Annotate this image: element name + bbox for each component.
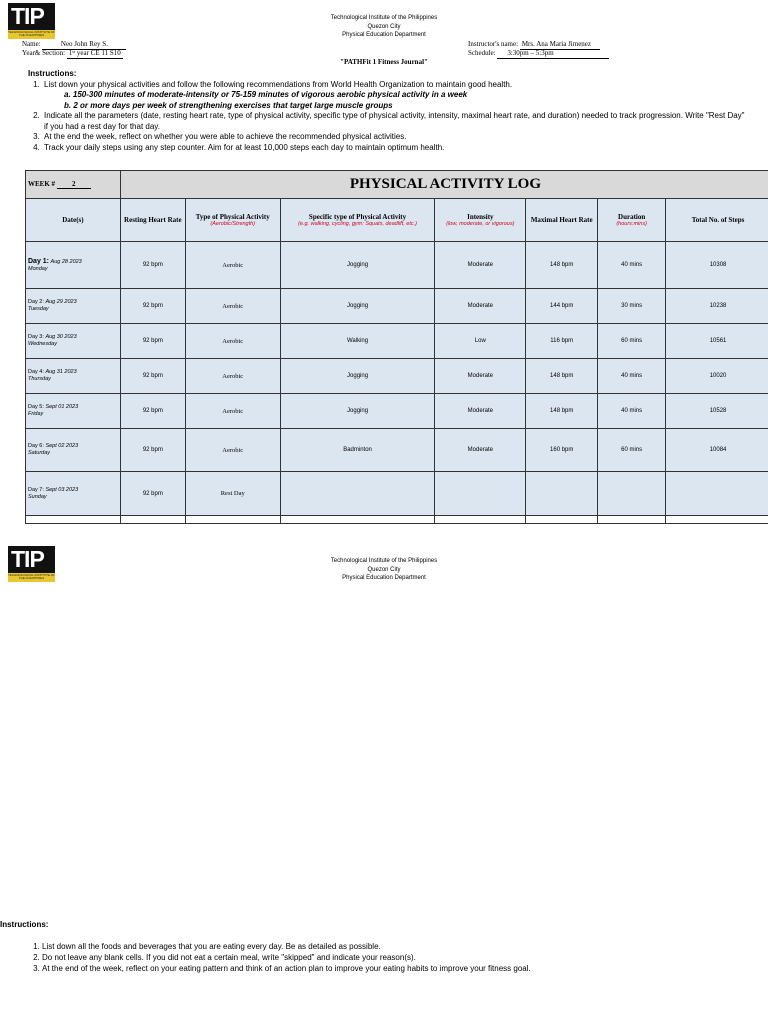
physical-activity-log-table xyxy=(25,170,768,524)
cell-maximal-heart-rate: 148 bpm xyxy=(526,394,598,429)
table-row xyxy=(26,289,768,324)
cell-date: Day 1: Aug 28 2023 Monday xyxy=(26,242,121,289)
schedule-value: 3:30pm – 5:3pm xyxy=(497,49,609,59)
section-value: 1ˢᵗ year CE 11 S10 xyxy=(68,49,121,57)
cell-specific-type: Jogging xyxy=(280,242,435,289)
cell-date: Day 6: Sept 02 2023 Saturday xyxy=(26,429,121,472)
cell-specific-type xyxy=(280,472,435,516)
cell-type: Aerobic xyxy=(185,429,280,472)
instructions xyxy=(28,69,748,153)
cell-resting-heart-rate: 92 bpm xyxy=(120,242,185,289)
cell-maximal-heart-rate: 160 bpm xyxy=(526,429,598,472)
cell-total-steps: 10528 xyxy=(666,394,768,429)
table-row-empty xyxy=(26,516,768,524)
cell-intensity: Moderate xyxy=(435,359,526,394)
cell-resting-heart-rate: 92 bpm xyxy=(120,472,185,516)
header-total-steps: Total No. of Steps xyxy=(666,199,768,242)
table-row xyxy=(26,394,768,429)
cell-duration xyxy=(598,472,666,516)
cell-total-steps: 10561 xyxy=(666,324,768,359)
tip-logo-page2: TIP TECHNOLOGICAL INSTITUTE OF THE PHILIPPINES xyxy=(8,546,55,580)
cell-intensity: Low xyxy=(435,324,526,359)
cell-intensity: Moderate xyxy=(435,394,526,429)
page2-instruction-item: 1. List down all the foods and beverages that you are eating every day. Be as detailed as possible. xyxy=(42,941,768,952)
cell-type: Aerobic xyxy=(185,359,280,394)
cell-specific-type: Badminton xyxy=(280,429,435,472)
cell-duration: 60 mins xyxy=(598,324,666,359)
cell-specific-type: Jogging xyxy=(280,289,435,324)
cell-specific-type: Jogging xyxy=(280,394,435,429)
instruction-item: 1. List down your physical activities and follow the following recommendations from World Health Organization to maintain good health. a. 150-300 minutes of moderate-intensity or 75-159 minutes of vigorous aerobic physical activity in a week b. 2 or more days per week of strengthening exercises that target large muscle groups xyxy=(42,80,748,112)
cell-date: Day 3: Aug 30 2023 Wednesday xyxy=(26,324,121,359)
cell-intensity: Moderate xyxy=(435,289,526,324)
cell-specific-type: Walking xyxy=(280,324,435,359)
section-field: Year& Section: 1ˢᵗ year CE 11 S10 xyxy=(22,49,121,57)
school-header xyxy=(0,14,768,40)
header-specific-type: Specific type of Physical Activity (e.g. walking, cycling, gym: Squats, deadlift, etc.) xyxy=(280,199,435,242)
table-row xyxy=(26,359,768,394)
header-duration: Duration (hours:mins) xyxy=(598,199,666,242)
cell-maximal-heart-rate: 148 bpm xyxy=(526,359,598,394)
cell-total-steps: 10084 xyxy=(666,429,768,472)
header-resting-heart-rate: Resting Heart Rate xyxy=(120,199,185,242)
cell-intensity xyxy=(435,472,526,516)
table-row xyxy=(26,242,768,289)
cell-resting-heart-rate: 92 bpm xyxy=(120,324,185,359)
week-cell: WEEK # 2 xyxy=(26,171,121,199)
cell-date: Day 4: Aug 31 2023 Thursday xyxy=(26,359,121,394)
cell-maximal-heart-rate: 144 bpm xyxy=(526,289,598,324)
cell-date: Day 5: Sept 01 2023 Friday xyxy=(26,394,121,429)
instructor-value: Mrs. Ana Maria Jimenez xyxy=(520,40,600,50)
schedule-field: Schedule: 3:30pm – 5:3pm xyxy=(468,49,609,59)
cell-date: Day 2: Aug 29 2023 Tuesday xyxy=(26,289,121,324)
school-header-page2: Technological Institute of the Philippines Quezon City Physical Education Department xyxy=(330,558,438,581)
instruction-item: 4. Track your daily steps using any step counter. Aim for at least 10,000 steps each day to maintain optimum health. xyxy=(42,143,748,154)
cell-duration: 40 mins xyxy=(598,394,666,429)
tip-logo: TIP TECHNOLOGICAL INSTITUTE OF THE PHILIPPINES xyxy=(8,3,55,37)
school-name: Technological Institute of the Philippines xyxy=(330,15,438,21)
cell-total-steps: 10020 xyxy=(666,359,768,394)
page2-instructions-heading: Instructions: xyxy=(0,920,49,929)
cell-resting-heart-rate: 92 bpm xyxy=(120,394,185,429)
cell-date: Day 7: Sept 03 2023 Sunday xyxy=(26,472,121,516)
cell-resting-heart-rate: 92 bpm xyxy=(120,359,185,394)
instruction-item: 2. Indicate all the parameters (date, resting heart rate, type of physical activity, specific type of physical activity, intensity, maximal heart rate, and duration) needed to track progression. Write "Rest Day" if you had a rest day for that day. xyxy=(42,111,748,132)
cell-duration: 30 mins xyxy=(598,289,666,324)
cell-type: Aerobic xyxy=(185,394,280,429)
page2-instructions xyxy=(0,919,768,974)
school-department: Physical Education Department xyxy=(342,32,426,38)
cell-specific-type: Jogging xyxy=(280,359,435,394)
name-field: Name: Neo John Rey S. xyxy=(22,40,126,50)
table-row xyxy=(26,472,768,516)
log-rows xyxy=(26,242,768,516)
instruction-item: 3. At the end the week, reflect on whether you were able to achieve the recommended physical activities. xyxy=(42,132,748,143)
cell-maximal-heart-rate: 148 bpm xyxy=(526,242,598,289)
cell-duration: 40 mins xyxy=(598,359,666,394)
header-intensity: Intensity (low, moderate, or vigorous) xyxy=(435,199,526,242)
cell-intensity: Moderate xyxy=(435,242,526,289)
header-date: Date(s) xyxy=(26,199,121,242)
page2-instruction-item: 2. Do not leave any blank cells. If you did not eat a certain meal, write "skipped" and indicate your reason(s). xyxy=(42,952,768,963)
cell-type: Aerobic xyxy=(185,242,280,289)
instructor-field: Instructor's name: Mrs. Ana Maria Jimenez xyxy=(468,40,600,50)
cell-type: Aerobic xyxy=(185,324,280,359)
instructions-heading: Instructions: xyxy=(28,69,77,78)
journal-title: "PATHFit 1 Fitness Journal" xyxy=(340,58,428,66)
school-city: Quezon City xyxy=(367,23,401,30)
cell-total-steps: 10238 xyxy=(666,289,768,324)
cell-maximal-heart-rate xyxy=(526,472,598,516)
page2-instruction-item: 3. At the end of the week, reflect on your eating pattern and think of an action plan to improve your eating habits to improve your fitness goal. xyxy=(42,963,768,974)
cell-type: Rest Day xyxy=(185,472,280,516)
table-row xyxy=(26,429,768,472)
cell-resting-heart-rate: 92 bpm xyxy=(120,289,185,324)
cell-total-steps: 10308 xyxy=(666,242,768,289)
log-title: PHYSICAL ACTIVITY LOG xyxy=(120,171,768,199)
cell-total-steps xyxy=(666,472,768,516)
cell-maximal-heart-rate: 116 bpm xyxy=(526,324,598,359)
name-value: Neo John Rey S. xyxy=(42,40,126,50)
cell-resting-heart-rate: 92 bpm xyxy=(120,429,185,472)
table-row xyxy=(26,324,768,359)
cell-duration: 40 mins xyxy=(598,242,666,289)
cell-duration: 60 mins xyxy=(598,429,666,472)
header-maximal-heart-rate: Maximal Heart Rate xyxy=(526,199,598,242)
cell-intensity: Moderate xyxy=(435,429,526,472)
cell-type: Aerobic xyxy=(185,289,280,324)
week-number: 2 xyxy=(57,180,91,189)
header-type: Type of Physical Activity (Aerobic/Strength) xyxy=(185,199,280,242)
